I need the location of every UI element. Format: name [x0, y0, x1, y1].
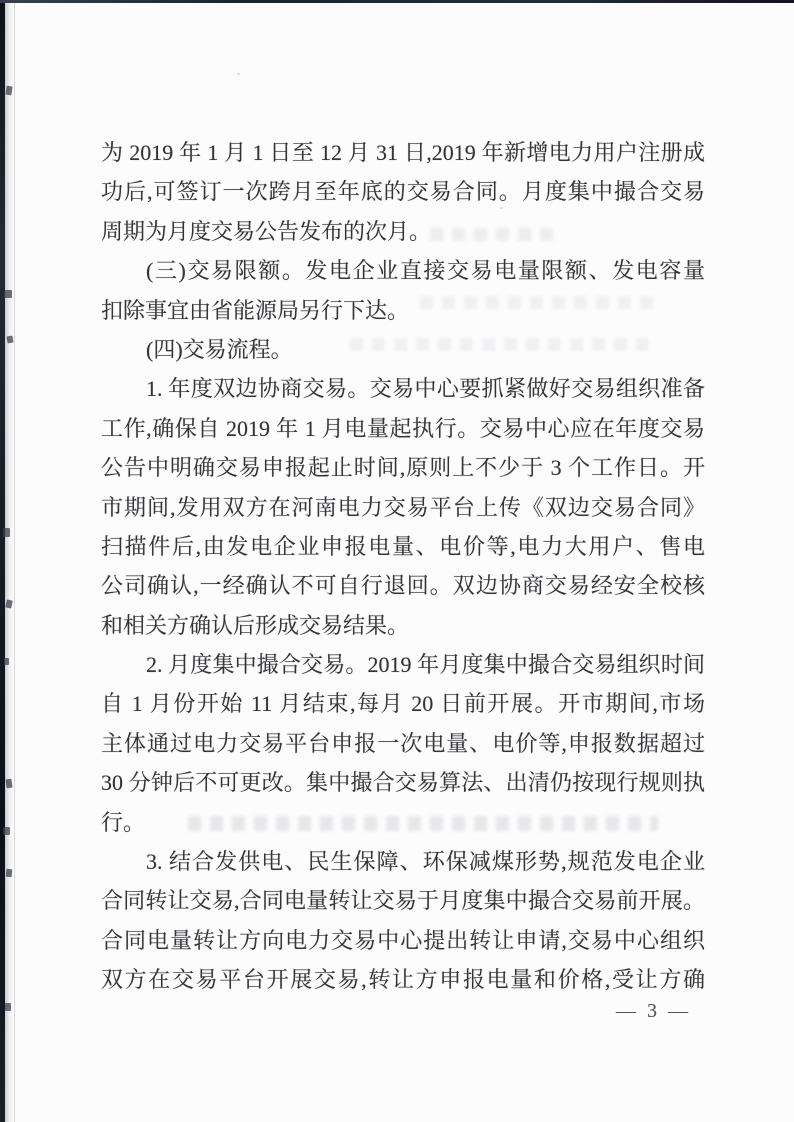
scan-top-edge: [0, 0, 794, 3]
document-body: [101, 133, 705, 1000]
scan-left-shadow: [5, 0, 14, 1122]
text-line: 行。: [101, 809, 146, 835]
text-line: (四)交易流程。: [146, 336, 293, 362]
text-line: 和相关方确认后形成交易结果。: [101, 612, 410, 638]
text-line: 30 分钟后不可更改。集中撮合交易算法、出清仍按现行规则执: [101, 770, 705, 796]
text-line: 周期为月度交易公告发布的次月。: [101, 218, 432, 244]
text-line: 工作,确保自 2019 年 1 月电量起执行。交易中心应在年度交易: [101, 415, 705, 441]
scan-speck: [237, 73, 240, 75]
scan-speck: [5, 1003, 11, 1011]
text-line: 市期间,发用双方在河南电力交易平台上传《双边交易合同》: [101, 494, 705, 520]
scan-speck: [5, 86, 12, 96]
text-line: 3. 结合发供电、民生保障、环保减煤形势,规范发电企业: [146, 849, 705, 875]
scan-speck: [6, 869, 13, 878]
text-line: 合同电量转让方向电力交易中心提出转让申请,交易中心组织: [101, 927, 705, 953]
text-line: (三)交易限额。发电企业直接交易电量限额、发电容量: [146, 258, 705, 284]
text-line: 主体通过电力交易平台申报一次电量、电价等,申报数据超过: [101, 730, 705, 756]
text-line: 功后,可签订一次跨月至年底的交易合同。月度集中撮合交易: [101, 179, 705, 205]
text-line: 2. 月度集中撮合交易。2019 年月度集中撮合交易组织时间: [146, 652, 705, 678]
page-edge-line: [14, 0, 15, 1122]
scan-speck: [4, 658, 9, 665]
text-line: 1. 年度双边协商交易。交易中心要抓紧做好交易组织准备: [146, 376, 705, 402]
scan-speck: [4, 290, 12, 298]
page-number: — 3 —: [616, 1000, 691, 1022]
text-line: 公告中明确交易申报起止时间,原则上不少于 3 个工作日。开: [101, 455, 705, 481]
text-line: 合同转让交易,合同电量转让交易于月度集中撮合交易前开展。: [101, 888, 705, 914]
text-line: 扫描件后,由发电企业申报电量、电价等,电力大用户、售电: [101, 533, 705, 559]
text-line: 为 2019 年 1 月 1 日至 12 月 31 日,2019 年新增电力用户注册成: [101, 140, 705, 165]
scan-speck: [3, 528, 10, 537]
text-line: 自 1 月份开始 11 月结束,每月 20 日前开展。开市期间,市场: [101, 691, 705, 717]
text-line: 扣除事宜由省能源局另行下达。: [101, 297, 410, 323]
scan-speck: [6, 336, 13, 344]
text-line: 双方在交易平台开展交易,转让方申报电量和价格,受让方确: [101, 967, 705, 993]
text-line: 公司确认,一经确认不可自行退回。双边协商交易经安全校核: [101, 573, 705, 599]
scan-speck: [3, 827, 10, 835]
scan-speck: [5, 779, 12, 789]
